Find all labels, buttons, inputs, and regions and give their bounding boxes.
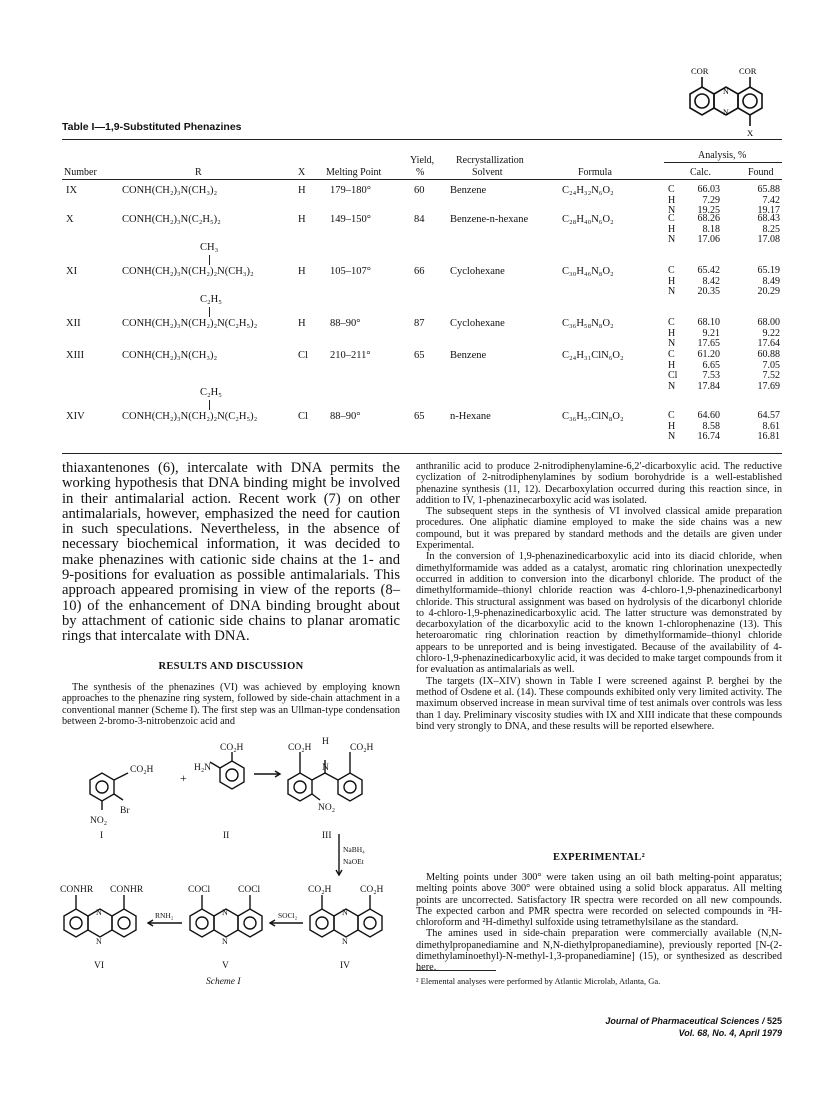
intro-paragraph <box>62 461 400 645</box>
col-r: R <box>195 167 202 178</box>
row-x: Cl <box>298 350 308 361</box>
results-text: The synthesis of the phenazines (VI) was achieved by employing known approaches to the phenazine ring system, followed by side-chain attachment in a conventional manner (Scheme I). The first step was an Ullman-type condensation between 2-bromo-3-nitrobenzoic acid and <box>62 682 400 727</box>
row-formula: C₂₈H₄₀N₆O₂ <box>562 214 614 225</box>
table-rule-header <box>62 179 782 180</box>
n-label: N <box>222 937 228 946</box>
row-yield: 65 <box>414 411 425 422</box>
col-calc: Calc. <box>690 167 711 178</box>
scheme-diagram <box>60 730 405 995</box>
row-yield: 66 <box>414 266 425 277</box>
results-paragraph <box>62 682 400 727</box>
col-yield: Yield, <box>410 155 435 166</box>
row-elements: C H N <box>668 410 676 443</box>
row-solvent: Benzene <box>450 185 487 196</box>
conhr-label: CONHR <box>60 885 94 895</box>
paragraph-1: anthranilic acid to produce 2-nitrodiphenylamine-6,2′-dicarboxylic acid. The reductive cyclization of 2-nitrodiphenylamines by sodium borohydride is a well-established phenazine synthesis (11, 12). Decarboxylation occurred during this reaction since, in addition to IV, 1-phenazinecarboxylic acid was isolated. <box>416 461 782 506</box>
row-melting-point: 88–90° <box>330 411 361 422</box>
no2-label: NO₂ <box>318 803 336 813</box>
cor-label: COR <box>739 66 757 76</box>
row-x: H <box>298 185 306 196</box>
row-x: H <box>298 318 306 329</box>
row-found: 65.88 7.42 19.17 <box>757 184 780 217</box>
co2h-label: CO₂H <box>350 743 374 753</box>
n-label: N <box>322 763 329 773</box>
row-elements: C H N <box>668 265 676 298</box>
row-x: Cl <box>298 411 308 422</box>
row-r-group: CONH(CH₂)₃N(C₂H₅)₂ <box>122 214 221 225</box>
row-found: 64.57 8.61 16.81 <box>757 410 780 443</box>
col-melting-point: Melting Point <box>326 167 382 178</box>
reagent-naoet: NaOEt <box>343 857 364 866</box>
journal-name: Journal of Pharmaceutical Sciences / <box>605 1016 765 1026</box>
row-number: XIV <box>66 411 85 422</box>
footnote: ² Elemental analyses were performed by Atlantic Microlab, Atlanta, Ga. <box>416 976 661 986</box>
table-rule-bottom <box>62 453 782 454</box>
n-label: N <box>342 937 348 946</box>
n-label: N <box>723 108 729 117</box>
branch-bond <box>209 255 210 265</box>
co2h-label: CO₂H <box>360 885 384 895</box>
n-label: N <box>222 908 228 917</box>
reagent-nabh4: NaBH₄ <box>343 845 365 854</box>
col-solvent-2: Solvent <box>472 167 503 178</box>
n-label: N <box>96 937 102 946</box>
col-yield-unit: % <box>416 167 425 178</box>
row-number: XII <box>66 318 81 329</box>
row-calc: 61.20 6.65 7.53 17.84 <box>697 349 720 392</box>
analysis-rule <box>664 162 782 163</box>
row-calc: 68.26 8.18 17.06 <box>697 213 720 246</box>
row-calc: 68.10 9.21 17.65 <box>697 317 720 350</box>
row-yield: 84 <box>414 214 425 225</box>
row-calc: 65.42 8.42 20.35 <box>697 265 720 298</box>
row-r-group: CONH(CH₂)₃N(CH₃)₂ <box>122 185 218 196</box>
row-r-group: CONH(CH₂)₃N(CH₂)₂N(CH₃)₂ <box>122 266 254 277</box>
n-label: N <box>342 908 348 917</box>
row-r-group: CONH(CH₂)₃N(CH₃)₂ <box>122 350 218 361</box>
col-analysis: Analysis, % <box>698 150 747 161</box>
row-solvent: Cyclohexane <box>450 318 505 329</box>
reagent-rnh2: RNH₂ <box>155 911 174 920</box>
row-branch: C₂H₅ <box>200 387 222 398</box>
row-melting-point: 105–107° <box>330 266 371 277</box>
page-number: 525 <box>766 1016 782 1026</box>
row-yield: 65 <box>414 350 425 361</box>
no2-label: NO₂ <box>90 816 108 826</box>
row-number: IX <box>66 185 78 196</box>
row-found: 68.43 8.25 17.08 <box>757 213 780 246</box>
h2n-label: H₂N <box>194 763 212 773</box>
col-number: Number <box>64 167 97 178</box>
reagent-socl2: SOCl₂ <box>278 911 298 920</box>
row-yield: 87 <box>414 318 425 329</box>
row-number: XIII <box>66 350 85 361</box>
journal-volume: Vol. 68, No. 4, April 1979 <box>678 1028 782 1038</box>
row-elements: C H N <box>668 213 676 246</box>
experimental-text <box>416 872 782 974</box>
row-number: X <box>66 214 74 225</box>
branch-bond <box>209 307 210 317</box>
phenazine-structure <box>672 64 772 142</box>
row-formula: C₂₄H₃₁ClN₆O₂ <box>562 350 624 361</box>
n-label: N <box>723 87 729 96</box>
row-melting-point: 88–90° <box>330 318 361 329</box>
co2h-label: CO₂H <box>130 765 154 775</box>
row-formula: C₂₄H₃₂N₆O₂ <box>562 185 614 196</box>
paragraph-4: The targets (IX–XIV) shown in Table I were screened against P. berghei by the method of Osdene et al. (14). These compounds exhibited only very limited activity. The maximum observed increase in mean survival time of test animals over controls was less than 1 day. Preliminary viscosity studies with IX and XIII indicate that these compounds bind very strongly to DNA, and these results will be reported elsewhere. <box>416 675 782 732</box>
paragraph-3: In the conversion of 1,9-phenazinedicarboxylic acid into its diacid chloride, when dimethylformamide was added as a catalyst, aromatic ring chlorination unexpectedly occurred in addition to conversion into the dicarbonyl chloride. The product of the dimethylformamide–thionyl chloride reaction was 4-chloro-1,9-phenazinedicarbonyl chloride. This structural assignment was based on hydrolysis of the dicarbonyl chloride to 4-chloro-1,9-phenazinedicarboxylic acid. The latter structure was demonstrated by decarboxylation of the dicarboxylic acid to the known 1-chlorophenazine (13). This heteroaromatic ring chlorination reaction by dimethylformamide–thionyl chloride appears to be unreported and is being investigated. Because of the availability of 4-chloro-1,9-phenazinedicarboxylic acid, it was decided to make target compounds from it for evaluation as antimalarials as well. <box>416 551 782 676</box>
compound-I: I <box>100 831 104 841</box>
right-column-text <box>416 461 782 732</box>
col-solvent: Recrystallization <box>456 155 524 166</box>
row-r-group: CONH(CH₂)₃N(CH₂)₂N(C₂H₅)₂ <box>122 411 258 422</box>
compound-V: V <box>222 961 229 971</box>
results-heading: RESULTS AND DISCUSSION <box>158 661 304 672</box>
row-melting-point: 179–180° <box>330 185 371 196</box>
co2h-label: CO₂H <box>288 743 312 753</box>
row-elements: C H N <box>668 184 676 217</box>
n-label: N <box>96 908 102 917</box>
row-solvent: Cyclohexane <box>450 266 505 277</box>
footnote-rule <box>416 970 496 971</box>
compound-VI: VI <box>94 961 105 971</box>
row-x: H <box>298 266 306 277</box>
row-calc: 64.60 8.58 16.74 <box>697 410 720 443</box>
row-solvent: Benzene-n-hexane <box>450 214 529 225</box>
row-number: XI <box>66 266 78 277</box>
paragraph-6: The amines used in side-chain preparation were commercially available (N,N-dimethylpropanediamine and N,N-diethylpropanediamine), previously reported [N-(2-dimethylaminoethyl)-N-methyl-1,3-propanediamine] (15), or synthesized as described here. <box>416 928 782 974</box>
table-title: Table I—1,9-Substituted Phenazines <box>62 121 242 133</box>
row-elements: C H N <box>668 317 676 350</box>
conhr-label: CONHR <box>110 885 144 895</box>
experimental-heading: EXPERIMENTAL² <box>552 852 646 863</box>
row-yield: 60 <box>414 185 425 196</box>
col-found: Found <box>748 167 774 178</box>
compound-III: III <box>322 831 332 841</box>
cocl-label: COCl <box>238 885 261 895</box>
row-elements: C H Cl N <box>668 349 678 392</box>
row-r-group: CONH(CH₂)₃N(CH₂)₂N(C₂H₅)₂ <box>122 318 258 329</box>
cor-label: COR <box>691 66 709 76</box>
cocl-label: COCl <box>188 885 211 895</box>
co2h-label: CO₂H <box>308 885 332 895</box>
row-x: H <box>298 214 306 225</box>
row-formula: C₃₆H₅₈N₈O₂ <box>562 318 614 329</box>
row-melting-point: 210–211° <box>330 350 371 361</box>
compound-II: II <box>223 831 230 841</box>
plus-sign: + <box>180 771 187 785</box>
branch-bond <box>209 400 210 410</box>
col-formula: Formula <box>578 167 612 178</box>
compound-IV: IV <box>340 961 351 971</box>
row-branch: CH₃ <box>200 242 219 253</box>
row-calc: 66.03 7.29 19.25 <box>697 184 720 217</box>
row-solvent: Benzene <box>450 350 487 361</box>
br-label: Br <box>120 806 130 816</box>
row-formula: C₃₀H₄₆N₈O₂ <box>562 266 614 277</box>
row-melting-point: 149–150° <box>330 214 371 225</box>
h-label: H <box>322 737 329 747</box>
paragraph-5: Melting points under 300° were taken using an oil bath melting-point apparatus; melting points above 300° were obtained using a solid block apparatus. All melting points are uncorrected. Satisfactory IR spectra were recorded on all new compounds. The expected carbon and PMR spectra were recorded on selected compounds in ²H-chloroform and ²H-dimethyl sulfoxide using tetramethylsilane as the standard. <box>416 872 782 929</box>
row-solvent: n-Hexane <box>450 411 491 422</box>
co2h-label: CO₂H <box>220 743 244 753</box>
row-found: 65.19 8.49 20.29 <box>757 265 780 298</box>
paragraph-2: The subsequent steps in the synthesis of VI involved classical amide preparation procedures. One aliphatic diamine employed to make the side chains was a new compound, but it was prepared by standard methods and the details are given under Experimental. <box>416 506 782 552</box>
intro-text: thiaxantenones (6), intercalate with DNA permits the working hypothesis that DNA binding might be involved in their antimalarial action. Recent work (7) on other antimalarials, however, emphasized the need for caution in such speculations. Nevertheless, in the absence of necessary biochemical information, it was decided to make phenazines with cationic side chains at the 1- and 9-positions for evaluation as possible antimalarials. This approach appeared promising in view of the reports (8–10) of the enhancement of DNA binding brought about by attachment of cationic side chains to planar aromatic rings that intercalate with DNA. <box>62 460 400 645</box>
journal-footer <box>460 1016 782 1026</box>
row-formula: C₃₆H₅₇ClN₈O₂ <box>562 411 624 422</box>
row-branch: C₂H₅ <box>200 294 222 305</box>
scheme-caption: Scheme I <box>206 977 241 987</box>
x-label: X <box>747 128 754 138</box>
row-found: 68.00 9.22 17.64 <box>757 317 780 350</box>
table-rule-top <box>62 139 782 140</box>
row-found: 60.88 7.05 7.52 17.69 <box>757 349 780 392</box>
col-x: X <box>298 167 306 178</box>
